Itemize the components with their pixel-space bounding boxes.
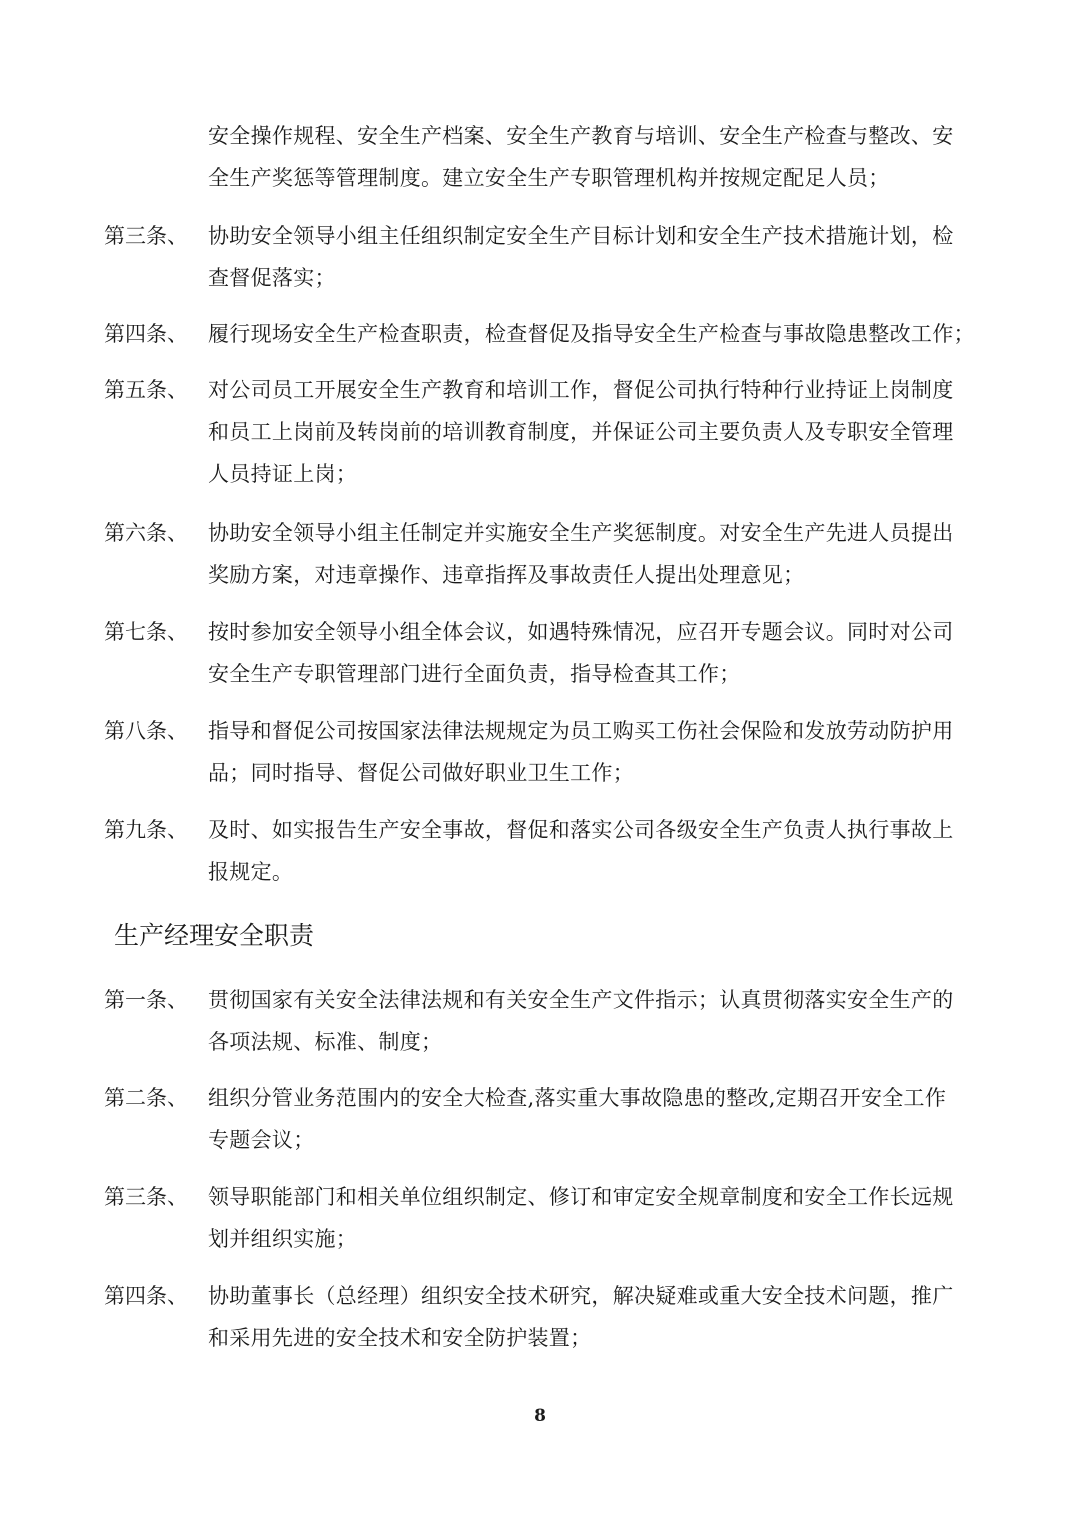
text-line: 各项法规、标准、制度； xyxy=(208,1030,443,1054)
text-line: 贯彻国家有关安全法律法规和有关安全生产文件指示；认真贯彻落实安全生产的 xyxy=(208,988,954,1012)
text-line: 全生产奖惩等管理制度。建立安全生产专职管理机构并按规定配足人员； xyxy=(208,166,890,190)
text-line: 对公司员工开展安全生产教育和培训工作，督促公司执行特种行业持证上岗制度 xyxy=(208,378,954,402)
text-line: 及时、如实报告生产安全事故，督促和落实公司各级安全生产负责人执行事故上 xyxy=(208,818,954,842)
text-line: 人员持证上岗； xyxy=(208,462,358,486)
article-body xyxy=(208,215,978,299)
article-label: 第五条、 xyxy=(104,378,188,402)
article-label: 第三条、 xyxy=(104,224,188,248)
article-body xyxy=(208,1176,978,1260)
section-heading: 生产经理安全职责 xyxy=(114,921,315,950)
article-label: 第四条、 xyxy=(104,1284,188,1308)
text-line: 查督促落实； xyxy=(208,266,336,290)
article-body xyxy=(208,979,978,1063)
article-body xyxy=(208,512,978,596)
article-body xyxy=(208,611,978,695)
article-label: 第四条、 xyxy=(104,322,188,346)
article-label: 第三条、 xyxy=(104,1185,188,1209)
article-body xyxy=(208,1275,978,1359)
text-line: 组织分管业务范围内的安全大检查,落实重大事故隐患的整改,定期召开安全工作 xyxy=(208,1086,947,1110)
text-line: 协助安全领导小组主任制定并实施安全生产奖惩制度。对安全生产先进人员提出 xyxy=(208,521,954,545)
text-line: 报规定。 xyxy=(208,860,294,884)
article-label: 第八条、 xyxy=(104,719,188,743)
text-line: 指导和督促公司按国家法律法规规定为员工购买工伤社会保险和发放劳动防护用 xyxy=(208,719,954,743)
article-label: 第二条、 xyxy=(104,1086,188,1110)
text-line: 和采用先进的安全技术和安全防护装置； xyxy=(208,1326,592,1350)
text-line: 按时参加安全领导小组全体会议，如遇特殊情况，应召开专题会议。同时对公司 xyxy=(208,620,954,644)
article-label: 第六条、 xyxy=(104,521,188,545)
text-line: 履行现场安全生产检查职责，检查督促及指导安全生产检查与事故隐患整改工作； xyxy=(208,322,975,346)
text-line: 领导职能部门和相关单位组织制定、修订和审定安全规章制度和安全工作长远规 xyxy=(208,1185,954,1209)
text-line: 和员工上岗前及转岗前的培训教育制度，并保证公司主要负责人及专职安全管理 xyxy=(208,420,954,444)
article-label: 第九条、 xyxy=(104,818,188,842)
article-body xyxy=(208,710,978,794)
article-body xyxy=(208,809,978,893)
text-line: 专题会议； xyxy=(208,1128,315,1152)
page-number: 8 xyxy=(534,1406,546,1426)
text-line: 安全生产专职管理部门进行全面负责，指导检查其工作； xyxy=(208,662,741,686)
text-line: 奖励方案，对违章操作、违章指挥及事故责任人提出处理意见； xyxy=(208,563,805,587)
article-body xyxy=(208,369,978,495)
article-body xyxy=(208,313,978,355)
text-line: 划并组织实施； xyxy=(208,1227,358,1251)
text-line: 协助安全领导小组主任组织制定安全生产目标计划和安全生产技术措施计划，检 xyxy=(208,224,954,248)
text-line: 品；同时指导、督促公司做好职业卫生工作； xyxy=(208,761,634,785)
continuation-body xyxy=(208,115,978,199)
text-line: 安全操作规程、安全生产档案、安全生产教育与培训、安全生产检查与整改、安 xyxy=(208,124,954,148)
article-label: 第一条、 xyxy=(104,988,188,1012)
text-line: 协助董事长（总经理）组织安全技术研究，解决疑难或重大安全技术问题，推广 xyxy=(208,1284,954,1308)
article-label: 第七条、 xyxy=(104,620,188,644)
article-body xyxy=(208,1077,978,1161)
